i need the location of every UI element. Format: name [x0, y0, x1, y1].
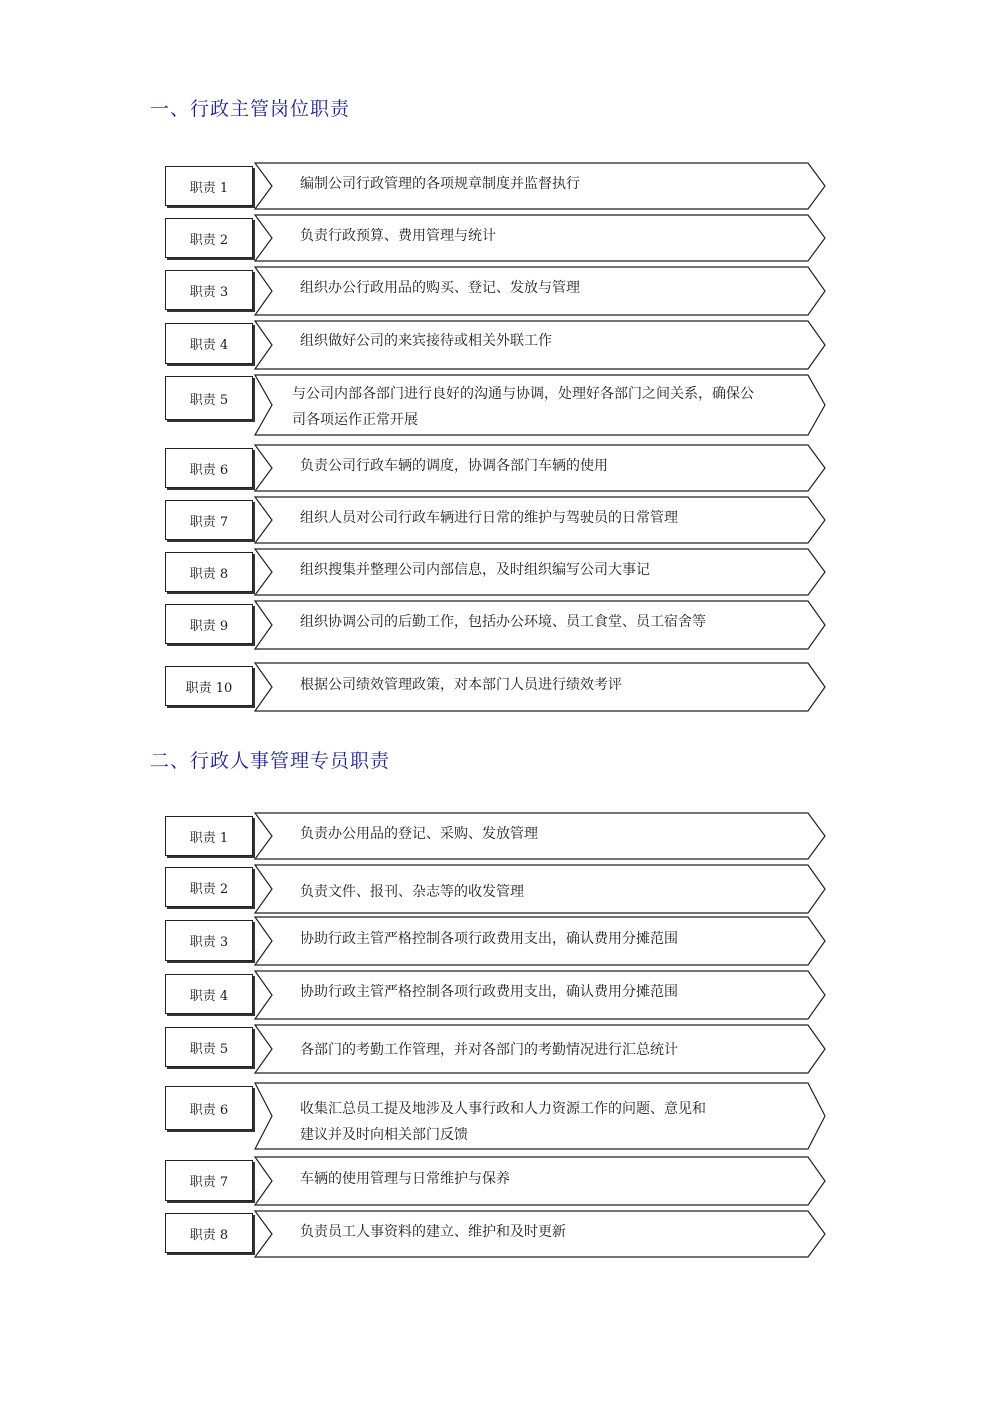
duty-label: 职责 2 — [165, 218, 253, 258]
duty-description — [300, 505, 678, 531]
duty-description-line: 与公司内部各部门进行良好的沟通与协调，处理好各部门之间关系，确保公 — [292, 386, 754, 402]
duty-label: 职责 7 — [165, 500, 253, 540]
duty-description — [300, 328, 552, 354]
section-title: 一、行政主管岗位职责 — [150, 98, 351, 120]
duty-description-line: 收集汇总员工提及地涉及人事行政和人力资源工作的问题、意见和 — [300, 1101, 706, 1117]
duty-description-line: 负责办公用品的登记、采购、发放管理 — [300, 826, 538, 842]
duty-description — [300, 223, 496, 249]
duty-description-line: 组织协调公司的后勤工作，包括办公环境、员工食堂、员工宿舍等 — [300, 614, 706, 630]
duty-label: 职责 1 — [165, 166, 253, 206]
duty-label: 职责 3 — [165, 270, 253, 310]
duty-label: 职责 4 — [165, 323, 253, 364]
duty-description — [300, 171, 580, 197]
duty-description — [300, 926, 678, 952]
duty-label: 职责 10 — [165, 666, 253, 706]
duty-description — [300, 453, 608, 479]
duty-description-line: 组织搜集并整理公司内部信息，及时组织编写公司大事记 — [300, 562, 650, 578]
duty-description — [300, 879, 524, 905]
section-title: 二、行政人事管理专员职责 — [150, 750, 391, 772]
duty-description — [300, 821, 538, 847]
duty-label: 职责 2 — [165, 867, 253, 907]
duty-description — [300, 275, 580, 301]
duty-description-line: 负责文件、报刊、杂志等的收发管理 — [300, 884, 524, 900]
duty-description — [300, 557, 650, 583]
duty-label: 职责 7 — [165, 1160, 253, 1201]
duty-label: 职责 6 — [165, 1086, 253, 1130]
duty-description — [300, 1166, 510, 1192]
duty-description-line: 协助行政主管严格控制各项行政费用支出，确认费用分摊范围 — [300, 984, 678, 1000]
duty-description — [300, 1096, 706, 1148]
duty-label: 职责 3 — [165, 920, 253, 961]
duty-label: 职责 6 — [165, 448, 253, 488]
duty-description-line: 负责行政预算、费用管理与统计 — [300, 228, 496, 244]
duty-label: 职责 9 — [165, 604, 253, 644]
duty-description-line: 司各项运作正常开展 — [292, 412, 418, 428]
duty-description-line: 组织办公行政用品的购买、登记、发放与管理 — [300, 280, 580, 296]
duty-label: 职责 8 — [165, 1213, 253, 1253]
duty-label: 职责 5 — [165, 1027, 253, 1067]
duty-description — [300, 609, 706, 635]
duty-description-line: 组织人员对公司行政车辆进行日常的维护与驾驶员的日常管理 — [300, 510, 678, 526]
duty-label: 职责 5 — [165, 376, 253, 420]
duty-description-line: 协助行政主管严格控制各项行政费用支出，确认费用分摊范围 — [300, 931, 678, 947]
duty-label: 职责 8 — [165, 552, 253, 592]
duty-description — [300, 1219, 566, 1245]
duty-description-line: 各部门的考勤工作管理，并对各部门的考勤情况进行汇总统计 — [300, 1042, 678, 1058]
duty-description-line: 负责公司行政车辆的调度，协调各部门车辆的使用 — [300, 458, 608, 474]
duty-description-line: 组织做好公司的来宾接待或相关外联工作 — [300, 333, 552, 349]
duty-label: 职责 4 — [165, 974, 253, 1014]
duty-description — [300, 1037, 678, 1063]
duty-description-line: 车辆的使用管理与日常维护与保养 — [300, 1171, 510, 1187]
duty-description-line: 负责员工人事资料的建立、维护和及时更新 — [300, 1224, 566, 1240]
duty-description — [300, 672, 622, 698]
duty-description — [300, 979, 678, 1005]
duty-description — [292, 381, 754, 433]
duty-description-line: 建议并及时向相关部门反馈 — [300, 1127, 468, 1143]
duty-description-line: 根据公司绩效管理政策，对本部门人员进行绩效考评 — [300, 677, 622, 693]
duty-description-line: 编制公司行政管理的各项规章制度并监督执行 — [300, 176, 580, 192]
duty-label: 职责 1 — [165, 816, 253, 856]
